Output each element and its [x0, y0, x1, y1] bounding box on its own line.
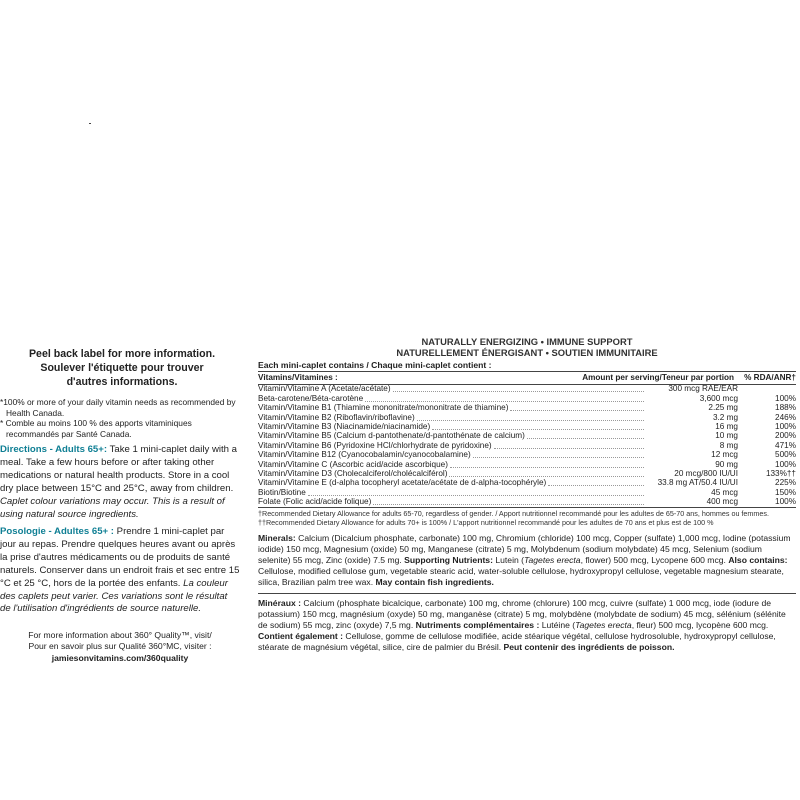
more-info-en: For more information about 360° Quality™, visit/ — [28, 630, 212, 641]
stray-mark — [89, 123, 91, 124]
vitamin-name: Vitamin/Vitamine A (Acetate/acétate) — [258, 384, 391, 394]
each-caplet-contains: Each mini-caplet contains / Chaque mini-caplet contient : — [258, 360, 796, 372]
vitamin-name: Vitamin/Vitamine B12 (Cyanocobalamin/cyanocobalamine) — [258, 450, 471, 460]
vitamin-amount: 8 mg — [719, 440, 738, 450]
headline-en: NATURALLY ENERGIZING • IMMUNE SUPPORT — [421, 336, 633, 347]
vitamin-rda: 246% — [775, 412, 796, 422]
mineraux-label: Minéraux : — [258, 598, 301, 609]
contient-text: Cellulose, gomme de cellulose modifiée, acide stéarique végétal, cellulose hydrosoluble, hydroxypropyl cellulose, stéarate de magnésium végétal, silice, cire de palmier du Brésil. — [258, 631, 776, 653]
vitamin-amount: 45 mcg — [711, 487, 738, 497]
table-header — [258, 372, 796, 385]
posologie-block — [0, 526, 240, 616]
vitamin-name: Vitamin/Vitamine B5 (Calcium d-pantothenate/d-pantothénate de calcium) — [258, 431, 525, 441]
vitamin-rda: 100% — [775, 497, 796, 507]
vitamin-amount: 300 mcg RAE/EAR — [668, 384, 738, 394]
more-info-url: jamiesonvitamins.com/360quality — [51, 652, 189, 663]
directions-block — [0, 444, 240, 521]
vitamin-amount: 400 mcg — [706, 497, 738, 507]
posologie-italic: La couleur des caplets peut varier. Ces variations sont le résultat de l'utilisation d'ingrédients de source naturelle. — [0, 577, 228, 615]
vitamin-amount: 2.25 mg — [708, 403, 738, 413]
vitamin-rda: 500% — [775, 450, 796, 460]
also-label: Also contains: — [728, 555, 788, 566]
directions-text: Take 1 mini-caplet daily with a meal. Take a few hours before or after taking other medications or natural health products. Store in a cool dry place between 15°C and 25°C, away from children. — [0, 444, 238, 494]
footnotes — [258, 509, 796, 527]
vitamin-rda: 200% — [775, 431, 796, 441]
vitamin-amount: 10 mg — [715, 431, 738, 441]
vitamin-name: Vitamin/Vitamine E (d-alpha tocopheryl acetate/acétate de d-alpha-tocophéryle) — [258, 478, 547, 488]
vitamin-rda: 471% — [775, 440, 796, 450]
directions-title: Directions - Adults 65+: — [0, 444, 108, 456]
note-en: *100% or more of your daily vitamin needs as recommended by Health Canada. — [0, 397, 236, 418]
vitamin-name: Beta-carotene/Béta-carotène — [258, 393, 364, 403]
vitamin-rda: 133%†† — [765, 468, 796, 478]
divider — [258, 593, 796, 594]
vitamin-amount: 90 mg — [715, 459, 738, 469]
vitamin-rda: 100% — [775, 393, 796, 403]
may-contain: May contain fish ingredients. — [375, 577, 494, 588]
nutrition-panel — [258, 336, 796, 653]
posologie-title: Posologie - Adultes 65+ : — [0, 526, 114, 538]
supporting-text-b: , flower) 500 mcg, Lycopene 600 mcg. — [580, 555, 729, 566]
vitamin-name: Vitamin/Vitamine B3 (Niacinamide/niacinamide) — [258, 422, 431, 431]
peel-back-notice — [4, 348, 240, 389]
vitamin-amount: 33.8 mg AT/50.4 IU/UI — [657, 478, 738, 488]
headline — [258, 336, 796, 359]
footnote-1: †Recommended Dietary Allowance for adults 65-70, regardless of gender. / Apport nutritionnel recommandé pour les adultes de 65-70 ans, hommes ou femmes. — [258, 509, 769, 519]
headline-fr: NATURELLEMENT ÉNERGISANT • SOUTIEN IMMUNITAIRE — [396, 347, 658, 359]
nutriments-text-a: Lutéine ( — [539, 620, 576, 631]
peel-line: Peel back label for more information. — [28, 348, 216, 360]
vitamin-rda: 100% — [775, 459, 796, 469]
left-panel — [0, 348, 240, 664]
vitamin-name: Vitamin/Vitamine C (Ascorbic acid/acide ascorbique) — [258, 459, 448, 469]
minerals-fr — [258, 598, 796, 653]
more-info — [0, 630, 240, 664]
peel-line: Soulever l'étiquette pour trouver — [40, 361, 204, 374]
posologie-text: Prendre 1 mini-caplet par jour au repas. Prendre quelques heures avant ou après la prise d'autres médicaments ou de produits de santé naturels. Conserver dans un endroit frais et sec entre 15 °C et 25 °C, hors de la portée des enfants. — [0, 526, 240, 589]
health-canada-notes — [0, 397, 240, 439]
vitamin-name: Vitamin/Vitamine B6 (Pyridoxine HCl/chlorhydrate de pyridoxine) — [258, 440, 492, 450]
vitamin-rda: 188% — [775, 403, 796, 413]
vitamin-name: Biotin/Biotine — [258, 487, 306, 497]
supporting-italic: Tagetes erecta — [524, 555, 581, 566]
minerals-text: Calcium (Dicalcium phosphate, carbonate) 100 mg, Chromium (chloride) 100 mcg, Copper (sulfate) 1,000 mcg, Iodine (potassium iodide) 150 mcg, Magnesium (oxide) 50 mg, Manganese (citrate) 5 mg, Molybdenum (sodium molybdate) 45 mcg, Selenium (sodium selenite) 55 mcg, Zinc (oxide) 7.5 mg. — [258, 533, 791, 566]
vitamin-amount: 20 mcg/800 IU/UI — [674, 468, 738, 478]
mineraux-text: Calcium (phosphate bicalcique, carbonate) 100 mg, chrome (chlorure) 100 mcg, cuivre (sulfate) 1 000 mcg, iode (iodure de potassium) 150 mcg, magnésium (oxyde) 50 mg, manganèse (citrate) 5 mg, molybdène (molybdate de sodium) 45 mcg, sélénium (sélénite de sodium) 55 mcg, zinc (oxyde) 7,5 mg. — [258, 598, 786, 631]
vitamin-name: Folate (Folic acid/acide folique) — [258, 497, 372, 507]
note-fr: * Comble au moins 100 % des apports vitaminiques recommandés par Santé Canada. — [0, 418, 192, 439]
vitamin-name: Vitamin/Vitamine D3 (Cholecalciferol/cholécalciférol) — [258, 468, 448, 478]
also-text: Cellulose, modified cellulose gum, vegetable stearic acid, water-soluble cellulose, hydroxypropyl cellulose, vegetable magnesium stearate, silica, Brazilian palm tree wax. — [258, 566, 784, 588]
vitamin-amount: 3.2 mg — [712, 412, 738, 422]
nutriments-italic: Tagetes erecta — [575, 620, 632, 631]
nutriments-label: Nutriments complémentaires : — [415, 620, 540, 631]
vitamin-rda: 225% — [775, 478, 796, 488]
vitamin-name: Vitamin/Vitamine B2 (Riboflavin/riboflavine) — [258, 412, 415, 422]
vitamin-name: Vitamin/Vitamine B1 (Thiamine mononitrate/mononitrate de thiamine) — [258, 403, 509, 413]
col-amount: Amount per serving/Teneur par portion — [582, 373, 734, 383]
table-row — [258, 498, 796, 507]
vitamin-amount: 12 mcg — [711, 450, 738, 460]
footnote-2: ††Recommended Dietary Allowance for adults 70+ is 100% / L'apport nutritionnel recommandé pour les adultes de 70 ans et plus est de 100 % — [258, 518, 714, 528]
directions-italic: Caplet colour variations may occur. This is a result of using natural source ingredients. — [0, 495, 225, 520]
supporting-label: Supporting Nutrients: — [404, 555, 493, 566]
minerals-label: Minerals: — [258, 533, 296, 544]
vitamin-rda: 100% — [775, 422, 796, 431]
peel-line: d'autres informations. — [66, 375, 178, 388]
col-rda: % RDA/ANR† — [744, 373, 796, 383]
col-vitamins: Vitamins/Vitamines : — [258, 373, 338, 383]
peut-contenir: Peut contenir des ingrédients de poisson. — [503, 642, 675, 653]
vitamin-amount: 16 mg — [715, 422, 738, 431]
vitamin-table — [258, 385, 796, 508]
vitamin-rda: 150% — [775, 487, 796, 497]
more-info-fr: Pour en savoir plus sur Qualité 360°MC, visiter : — [28, 641, 212, 652]
contient-label: Contient également : — [258, 631, 343, 642]
nutriments-text-b: , fleur) 500 mcg, lycopène 600 mcg. — [631, 620, 769, 631]
supporting-text-a: Lutein ( — [492, 555, 525, 566]
vitamin-amount: 3,600 mcg — [699, 393, 738, 403]
minerals-en — [258, 533, 796, 588]
